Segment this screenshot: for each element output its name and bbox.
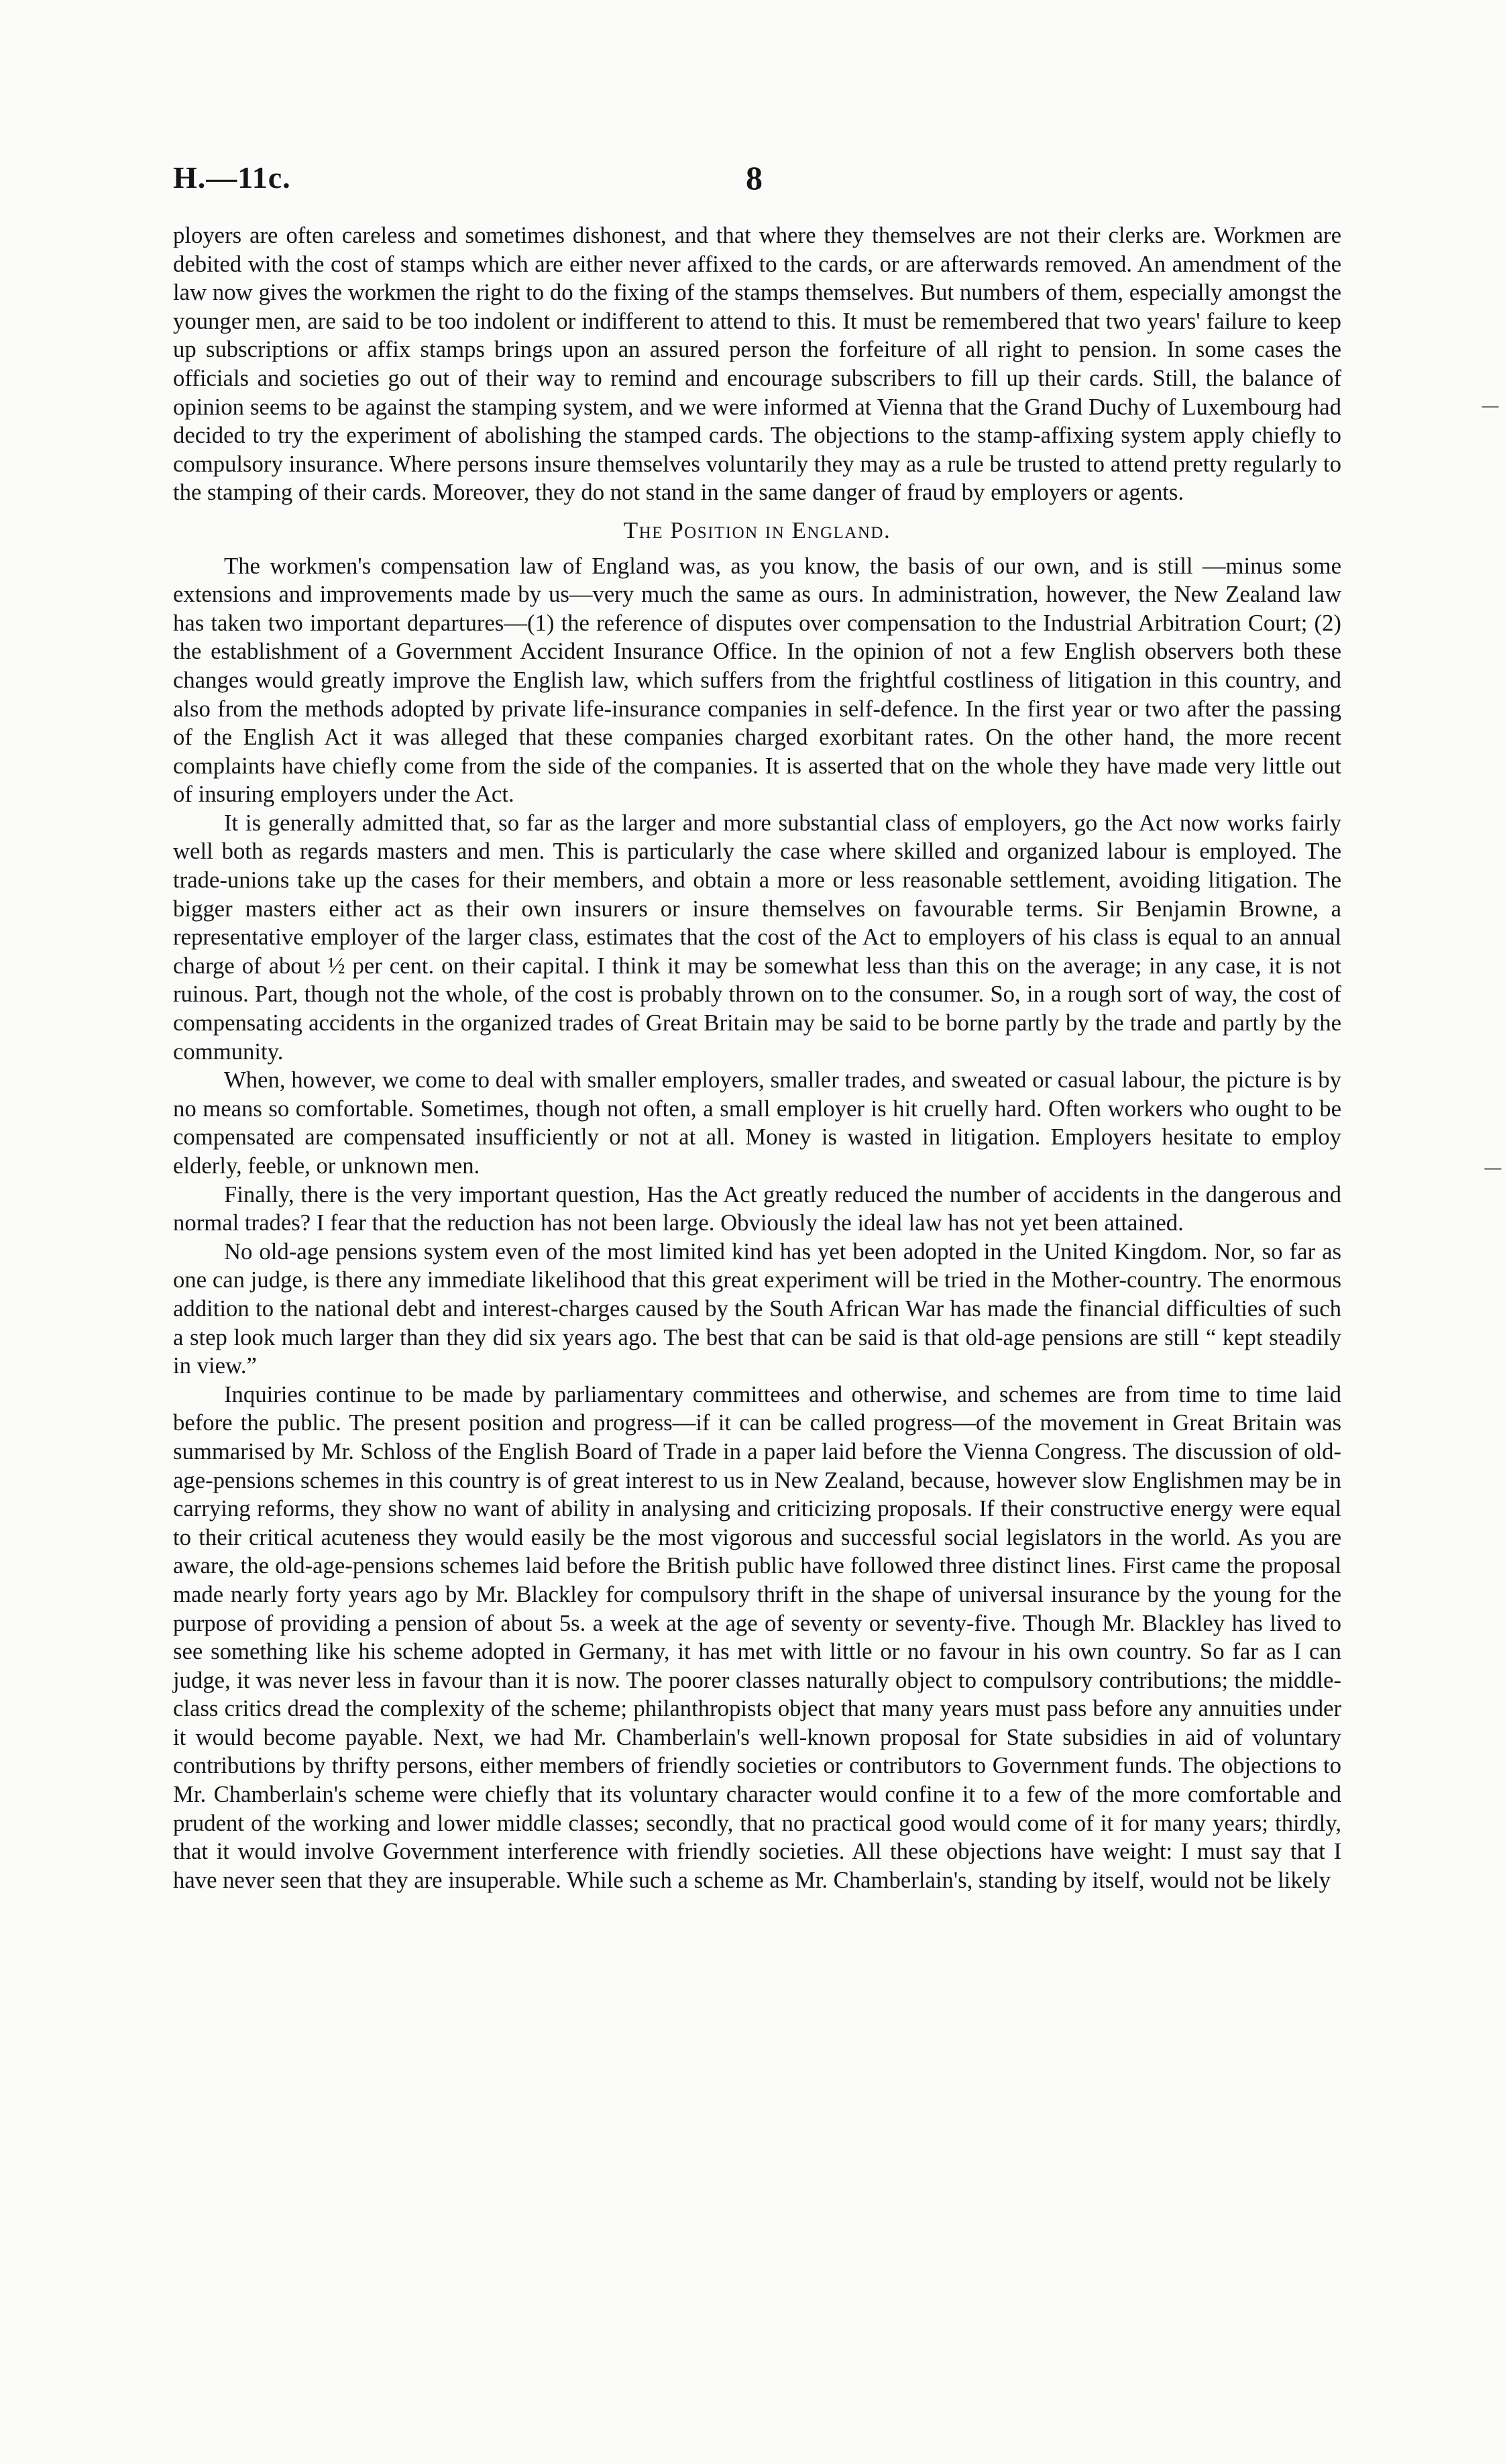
section-heading: The Position in England. (623, 517, 891, 543)
margin-mark: — (1481, 394, 1500, 417)
parliamentary-paper-reference: H.—11c. (173, 160, 291, 195)
paragraph: The workmen's compensation law of England was, as you know, the basis of our own, and is still —minus some extensions and improvements made by us—very much the same as ours. In administration, however, the New Zealand law has taken two important departures—(1) the reference of disputes over compensation to the Industrial Arbitration Court; (2) the establishment of a Government Accident Insurance Office. In the opinion of not a few English observers both these changes would greatly improve the English law, which suffers from the frightful costliness of litigation in this country, and also from the methods adopted by private life-insurance companies in self-defence. In the first year or two after the passing of the English Act it was alleged that these companies charged exorbitant rates. On the other hand, the more recent complaints have chiefly come from the side of the companies. It is asserted that on the whole they have made very little out of insuring employers under the Act. (173, 552, 1341, 808)
paragraph: Finally, there is the very important question, Has the Act greatly reduced the number of accidents in the dangerous and normal trades? I fear that the reduction has not been large. Obviously the ideal law has not yet been attained. (173, 1181, 1341, 1236)
margin-mark: — (1484, 1157, 1502, 1179)
paragraph: It is generally admitted that, so far as the larger and more substantial class of employers, go the Act now works fairly well both as regards masters and men. This is particularly the case where skilled and organized labour is employed. The trade-unions take up the cases for their members, and obtain a more or less reasonable settlement, avoiding litigation. The bigger masters either act as their own insurers or insure themselves on favourable terms. Sir Benjamin Browne, a representative employer of the larger class, estimates that the cost of the Act to employers of his class is equal to an annual charge of about ½ per cent. on their capital. I think it may be somewhat less than this on the average; in any case, it is not ruinous. Part, though not the whole, of the cost is probably thrown on to the consumer. So, in a rough sort of way, the cost of compensating accidents in the organized trades of Great Britain may be said to be borne partly by the trade and partly by the community. (173, 809, 1341, 1065)
paragraph: When, however, we come to deal with smaller employers, smaller trades, and sweated or casual labour, the picture is by no means so comfortable. Sometimes, though not often, a small employer is hit cruelly hard. Often workers who ought to be compensated are compensated insufficiently or not at all. Money is wasted in litigation. Employers hesitate to employ elderly, feeble, or unknown men. (173, 1067, 1341, 1179)
paragraph: ployers are often careless and sometimes dishonest, and that where they themselves are not their clerks are. Workmen are debited with the cost of stamps which are either never affixed to the cards, or are afterwards removed. An amendment of the law now gives the workmen the right to do the fixing of the stamps themselves. But numbers of them, especially amongst the younger men, are said to be too indolent or indifferent to attend to this. It must be remembered that two years' failure to keep up subscriptions or affix stamps brings upon an assured person the forfeiture of all right to pension. In some cases the officials and societies go out of their way to remind and encourage subscribers to fill up their cards. Still, the balance of opinion seems to be against the stamping system, and we were informed at Vienna that the Grand Duchy of Luxembourg had decided to try the experiment of abolishing the stamped cards. The objections to the stamp-affixing system apply chiefly to compulsory insurance. Where persons insure themselves voluntarily they may as a rule be trusted to attend pretty regularly to the stamping of their cards. Moreover, they do not stand in the same danger of fraud by employers or agents. (173, 222, 1341, 506)
paragraph: Inquiries continue to be made by parliamentary committees and otherwise, and schemes are from time to time laid before the public. The present position and progress—if it can be called progress—of the movement in Great Britain was summarised by Mr. Schloss of the English Board of Trade in a paper laid before the Vienna Congress. The discussion of old-age-pensions schemes in this country is of great interest to us in New Zealand, because, however slow Englishmen may be in carrying reforms, they show no want of ability in analysing and criticizing proposals. If their constructive energy were equal to their critical acuteness they would easily be the most vigorous and successful social legislators in the world. As you are aware, the old-age-pensions schemes laid before the British public have followed three distinct lines. First came the proposal made nearly forty years ago by Mr. Blackley for compulsory thrift in the shape of universal insurance by the young for the purpose of providing a pension of about 5s. a week at the age of seventy or seventy-five. Though Mr. Blackley has lived to see something like his scheme adopted in Germany, it has met with little or no favour in his own country. So far as I can judge, it was never less in favour than it is now. The poorer classes naturally object to compulsory contributions; the middle-class critics dread the complexity of the scheme; philanthropists object that many years must pass before any annuities under it would become payable. Next, we had Mr. Chamberlain's well-known proposal for State subsidies in aid of voluntary contributions by thrifty persons, either members of friendly societies or contributors to Government funds. The objections to Mr. Chamberlain's scheme were chiefly that its voluntary character would confine it to a few of the more comfortable and prudent of the working and lower middle classes; secondly, that no practical good would come of it for many years; thirdly, that it would involve Government interference with friendly societies. All these objections have weight: I must say that I have never seen that they are insuperable. While such a scheme as Mr. Chamberlain's, standing by itself, would not be likely (173, 1381, 1341, 1893)
body-text (173, 221, 1341, 1894)
page-number: 8 (746, 159, 763, 197)
paragraph: No old-age pensions system even of the most limited kind has yet been adopted in the United Kingdom. Nor, so far as one can judge, is there any immediate likelihood that this great experiment will be tried in the Mother-country. The enormous addition to the national debt and interest-charges caused by the South African War has made the financial difficulties of such a step look much larger than they did six years ago. The best that can be said is that old-age pensions are still “ kept steadily in view.” (173, 1238, 1341, 1379)
